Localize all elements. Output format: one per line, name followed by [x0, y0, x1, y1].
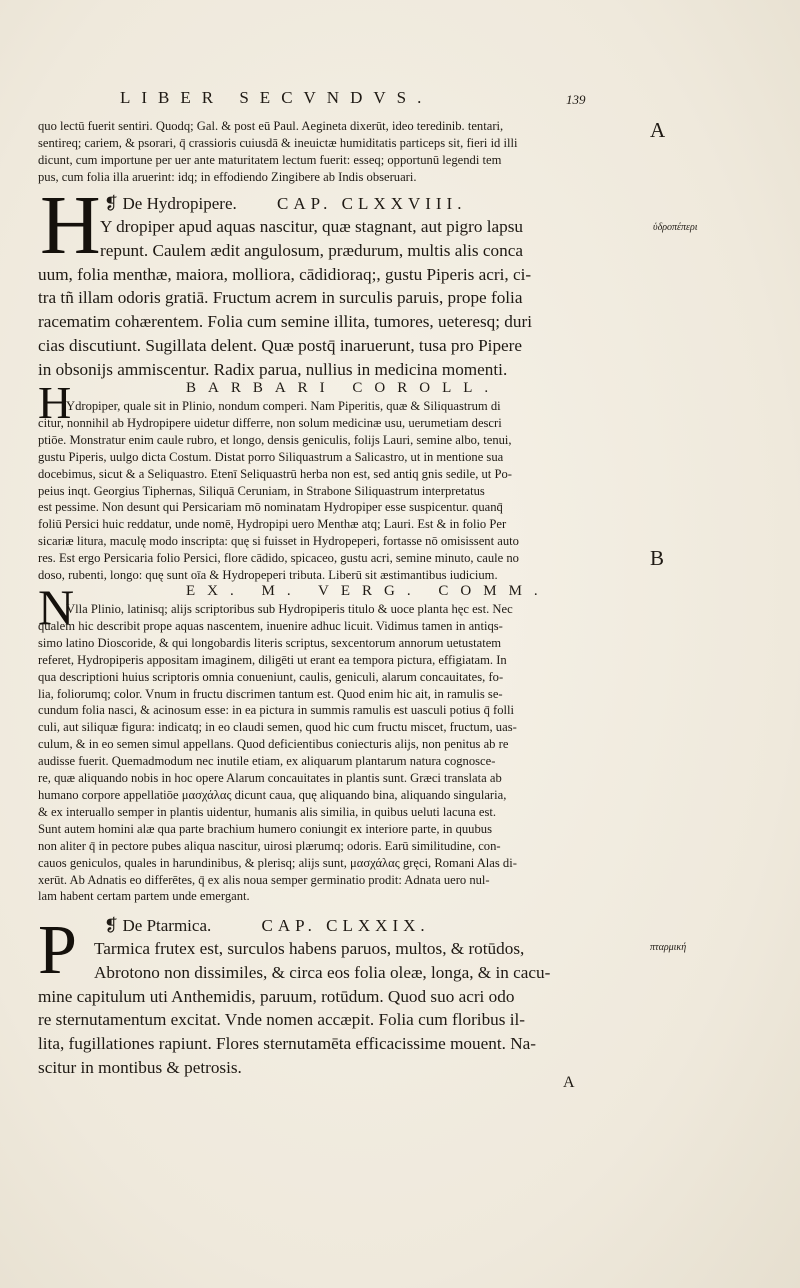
text-line: sentireq; cariem, & psorari, q̄ crassioris cuiusdā & ineuictæ humiditatis particeps sit, fieri id illi: [38, 135, 518, 150]
text-line: non aliter q̄ in pectore pubes aliqua nascitur, uirosi plærumq; odoris. Earū similitudine, con-: [38, 838, 501, 853]
text-line: re sternutamentum excitat. Vnde nomen accæpit. Folia cum floribus il-: [38, 1010, 526, 1030]
ptarmica-text: [38, 937, 638, 1080]
text-line: uum, folia menthæ, maiora, molliora, cādidioraq;, gustu Piperis acri, ci-: [38, 264, 532, 284]
chapter-title: De Ptarmica.: [122, 916, 212, 935]
text-line: lita, fugillationes rapiunt. Flores sternutamēta efficacissime mouent. Na-: [38, 1034, 536, 1054]
text-line: referet, Hydropiperis appositam imaginem, diligēti ut erant ea tempora pictura, effigiatam. In: [38, 652, 507, 667]
text-line: Y dropiper apud aquas nascitur, quæ stagnant, aut pigro lapsu: [100, 217, 524, 236]
margin-letter-b: B: [650, 546, 665, 570]
page-header: [120, 88, 620, 110]
text-line: humano corpore appellatiōe μασχάλας dicunt caua, quę aliquando bina, aliquando singularia,: [38, 787, 507, 802]
text-line: mine capitulum uti Anthemidis, paruum, rotūdum. Quod suo acri odo: [38, 986, 515, 1006]
chapter-mark-icon: ❡: [104, 916, 119, 935]
catchword-a: A: [563, 1074, 575, 1091]
text-line: gustu Piperis, uulgo dicta Costum. Distat porro Siliquastrum a Salicastro, ut in mentione sua: [38, 449, 504, 464]
barbari-text: [38, 398, 638, 584]
margin-greek-hydropiper: ὑδροπέπερι: [653, 222, 698, 233]
text-line: Abrotono non dissimiles, & circa eos folia oleæ, longa, & in cacu-: [94, 962, 551, 982]
margin-greek-ptarmica: πταρμική: [650, 942, 687, 953]
text-line: scitur in montibus & petrosis.: [38, 1057, 242, 1077]
text-line: Sunt autem homini alæ qua parte brachium humero coniungit ex interiore parte, in quubus: [38, 821, 492, 836]
chapter-title: De Hydropipere.: [122, 194, 237, 213]
text-line: re, quæ aliquando nobis in hoc opere Alarum concauitates in plantis sunt. Græci translata ab: [38, 771, 502, 786]
text-line: dicunt, cum importune per uer ante maturitatem lectum fuerit: esseq; opportunū legendi tem: [38, 152, 502, 167]
text-line: audisse fuerit. Quemadmodum nec inutile etiam, ex aliquarum plantarum natura cognosce-: [38, 754, 496, 769]
text-line: in obsonijs ammiscentur. Radix parua, nullius in medicina momenti.: [38, 359, 508, 379]
drop-cap-p: P: [38, 912, 77, 989]
text-line: tra tñ illam odoris gratiā. Fructum acrem in surculis paruis, prope folia: [38, 288, 523, 308]
text-line: lam habent certam partem unde emergant.: [38, 889, 250, 904]
text-line: qua descriptioni huius scriptoris omnia conueniunt, caulis, geniculi, alarum concauitates, fo-: [38, 669, 504, 684]
text-line: cias discutiunt. Sugillata delent. Quæ postq̄ inaruerunt, tusa pro Pipere: [38, 335, 523, 355]
text-line: Tarmica frutex est, surculos habens paruos, multos, & rotūdos,: [94, 939, 525, 958]
verg-heading: EX. M. VERG. COMM.: [186, 583, 550, 599]
text-line: cundum folia nasci, & acinosum esse: in ea pictura in summis ramulis est uasculi potius q̄ folli: [38, 703, 515, 718]
text-line: res. Est ergo Persicaria folio Persici, flore cādido, spicaceo, gustu acri, semine minuto, caule no: [38, 551, 519, 566]
text-line: ptiōe. Monstratur enim caule rubro, et longo, densis geniculis, folijs Lauri, semine albo, tenui,: [38, 432, 512, 447]
text-line: citur, nonnihil ab Hydropipere uidetur differre, non solum medicinæ usu, uerumetiam descri: [38, 415, 502, 430]
folio-number: 139: [566, 92, 586, 107]
barbari-heading: BARBARI COROLL.: [186, 380, 501, 396]
text-line: lia, foliorumq; color. Vnum in fructu discrimen tantum est. Quod enim hic ait, in ramulis se-: [38, 686, 503, 701]
chapter-heading-hydropiper: [104, 194, 466, 214]
drop-cap-n: N: [38, 579, 75, 635]
chapter-number: CAP. CLXXIX.: [261, 916, 430, 935]
text-line: culum, & in eo semen simul appellans. Quod deficientibus coniecturis alijs, non penitus ab re: [38, 737, 509, 752]
chapter-number: CAP. CLXXVIII.: [277, 194, 467, 213]
intro-paragraph: [38, 118, 638, 186]
text-line: est pessime. Non desunt qui Persicariam mō nominatam Hydropiper esse suspicentur. quanq̄: [38, 500, 503, 515]
text-line: foliū Persici huic reddatur, unde nomē, Hydropipi uero Menthæ atq; Lauri. Est & in folio Per: [38, 517, 507, 532]
text-line: sicariæ litura, maculę modo inscripta: quę si fuisset in Hydropeperi, fortasse nō omisissent auto: [38, 534, 519, 549]
text-line: peius inqt. Georgius Tiphernas, Siliquā Ceruniam, in Strabone Siliquastrum interpretatus: [38, 483, 485, 498]
text-line: cauos geniculos, quales in harundinibus, & plerisq; alijs sunt, μασχάλας gręci, Romani Alas di-: [38, 855, 517, 870]
chapter-heading-ptarmica: [104, 916, 430, 936]
text-line: pus, cum folia illa aruerint: idq; in effodiendo Zingibere ab Indis obseruari.: [38, 169, 417, 184]
text-line: simo latino Dioscoride, & qui longobardis literis scriptus, sexcentorum annorum uetustatem: [38, 635, 502, 650]
drop-cap-h: H: [40, 179, 101, 272]
text-line: qualem hic describit prope aquas nascentem, inuenire adhuc licuit. Vidimus tamen in antiqs-: [38, 618, 503, 633]
hydropiper-text: [38, 215, 638, 382]
text-line: xerūt. Ab Adnatis eo differētes, q̄ ex alis noua semper germinatio prodit: Adnata uero nul-: [38, 872, 490, 887]
running-head: LIBER SECVNDVS.: [120, 88, 433, 107]
text-line: docebimus, sicut & a Seliquastro. Etenī Seliquastrū herba non est, sed antiq gnis sedile, ut Po-: [38, 466, 512, 481]
text-line: & ex interuallo semper in plantis uidentur, humanis alis similia, in quibus ueluti lacuna est.: [38, 804, 497, 819]
text-line: Vlla Plinio, latinisq; alijs scriptoribus sub Hydropiperis titulo & uoce planta hęc est. Nec: [66, 602, 513, 616]
text-line: quo lectū fuerit sentiri. Quodq; Gal. & post eū Paul. Aegineta dixerūt, ideo teredinib. tentari,: [38, 119, 504, 133]
chapter-mark-icon: ❡: [104, 194, 119, 213]
margin-letter-a-top: A: [650, 118, 666, 142]
text-line: Ydropiper, quale sit in Plinio, nondum comperi. Nam Piperitis, quæ & Siliquastrum di: [66, 399, 501, 413]
text-line: racematim cohærentem. Folia cum semine illita, tumores, ueteresq; duri: [38, 312, 532, 332]
text-line: culi, aut siliquæ figura: indicatq; in eo claudi semen, quod hic cum fructu miscet, fructum, uas-: [38, 720, 517, 735]
drop-cap-h-small: H: [38, 377, 72, 428]
verg-text: [38, 601, 638, 905]
text-line: repunt. Caulem ædit angulosum, prædurum, multis alis conca: [100, 240, 523, 260]
text-line: doso, rubenti, longo: quę sunt oīa & Hydropeperi tributa. Liberū sit æstimantibus iudicium.: [38, 568, 498, 583]
